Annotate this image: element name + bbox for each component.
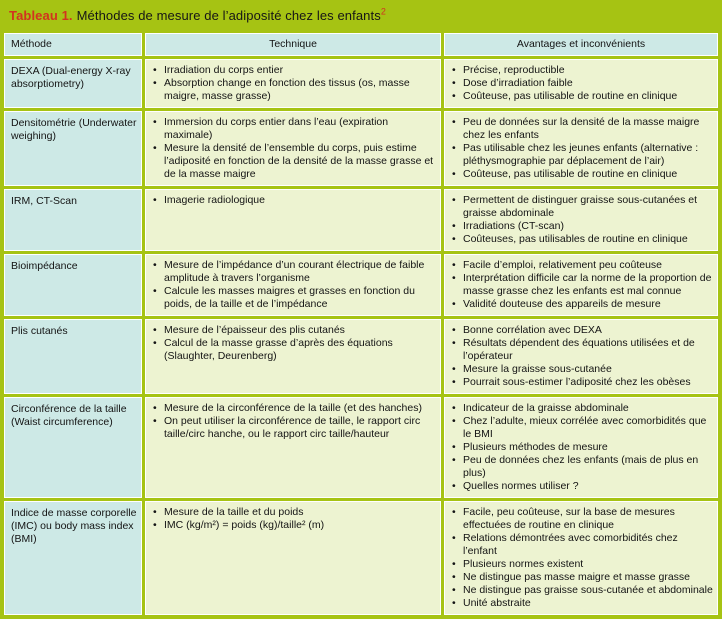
advantages-cell — [444, 501, 718, 615]
bullet-item: • Irradiation du corps entier — [148, 64, 436, 77]
bullet-item: • Quelles normes utiliser ? — [447, 480, 713, 493]
method-cell: IRM, CT-Scan — [4, 189, 142, 251]
bullet-item: • Mesure de la taille et du poids — [148, 506, 436, 519]
bullet-item: • Interprétation difficile car la norme de la proportion de masse grasse chez les enfants est mal connue — [447, 272, 713, 298]
bullet-item: • Ne distingue pas graisse sous-cutanée et abdominale — [447, 584, 713, 597]
technique-list — [148, 64, 436, 103]
bullet-item: • Coûteuse, pas utilisable de routine en clinique — [447, 90, 713, 103]
bullet-item: • Peu de données sur la densité de la masse maigre chez les enfants — [447, 116, 713, 142]
technique-cell — [145, 189, 441, 251]
table-title-prefix: Tableau 1. — [9, 7, 73, 23]
table-row — [4, 501, 718, 615]
bullet-item: • On peut utiliser la circonférence de taille, le rapport circ taille/circ hanche, ou le rapport circ taille/hauteur — [148, 415, 436, 441]
method-cell: DEXA (Dual-energy X-ray absorptiometry) — [4, 59, 142, 108]
technique-list — [148, 402, 436, 441]
bullet-item: • Irradiations (CT-scan) — [447, 220, 713, 233]
advantages-cell — [444, 59, 718, 108]
table-row — [4, 111, 718, 186]
table-body — [4, 59, 718, 615]
bullet-item: • Imagerie radiologique — [148, 194, 436, 207]
advantages-cell — [444, 254, 718, 316]
method-cell: Densitométrie (Underwater weighing) — [4, 111, 142, 186]
technique-list — [148, 194, 436, 207]
technique-cell — [145, 397, 441, 498]
bullet-item: • Mesure la densité de l’ensemble du corps, puis estime l’adiposité en fonction de la densité de la masse grasse et de la masse maigre — [148, 142, 436, 181]
table-title-text — [77, 8, 386, 23]
table-row — [4, 319, 718, 394]
bullet-item: • Ne distingue pas masse maigre et masse grasse — [447, 571, 713, 584]
bullet-item: • Absorption change en fonction des tissus (os, masse maigre, masse grasse) — [148, 77, 436, 103]
method-cell: Indice de masse corporelle (IMC) ou body mass index (BMI) — [4, 501, 142, 615]
advantages-cell — [444, 319, 718, 394]
technique-cell — [145, 501, 441, 615]
table-row — [4, 254, 718, 316]
technique-list — [148, 324, 436, 363]
methods-table — [1, 30, 721, 618]
bullet-item: • Coûteuses, pas utilisables de routine en clinique — [447, 233, 713, 246]
advantages-list — [447, 324, 713, 389]
table-title — [1, 0, 721, 30]
bullet-item: • Plusieurs méthodes de mesure — [447, 441, 713, 454]
bullet-item: • Plusieurs normes existent — [447, 558, 713, 571]
bullet-item: • Mesure de la circonférence de la taille (et des hanches) — [148, 402, 436, 415]
bullet-item: • Validité douteuse des appareils de mesure — [447, 298, 713, 311]
bullet-item: • Unité abstraite — [447, 597, 713, 610]
method-cell: Circonférence de la taille (Waist circumference) — [4, 397, 142, 498]
bullet-item: • Facile d’emploi, relativement peu coûteuse — [447, 259, 713, 272]
bullet-item: • Pourrait sous-estimer l’adiposité chez les obèses — [447, 376, 713, 389]
method-cell: Plis cutanés — [4, 319, 142, 394]
bullet-item: • Mesure de l’épaisseur des plis cutanés — [148, 324, 436, 337]
table-row — [4, 397, 718, 498]
bullet-item: • Chez l’adulte, mieux corrélée avec comorbidités que le BMI — [447, 415, 713, 441]
technique-cell — [145, 319, 441, 394]
bullet-item: • Coûteuse, pas utilisable de routine en clinique — [447, 168, 713, 181]
table-row — [4, 189, 718, 251]
table-row — [4, 59, 718, 108]
bullet-item: • Pas utilisable chez les jeunes enfants (alternative : pléthysmographie par déplacement de l’air) — [447, 142, 713, 168]
header-method: Méthode — [4, 33, 142, 56]
advantages-cell — [444, 397, 718, 498]
bullet-item: • Précise, reproductible — [447, 64, 713, 77]
bullet-item: • Immersion du corps entier dans l’eau (expiration maximale) — [148, 116, 436, 142]
bullet-item: • Permettent de distinguer graisse sous-cutanées et graisse abdominale — [447, 194, 713, 220]
technique-cell — [145, 254, 441, 316]
advantages-cell — [444, 189, 718, 251]
bullet-item: • Calcul de la masse grasse d’après des équations (Slaughter, Deurenberg) — [148, 337, 436, 363]
bullet-item: • Calcule les masses maigres et grasses en fonction du poids, de la taille et de l’impédance — [148, 285, 436, 311]
advantages-list — [447, 194, 713, 246]
advantages-list — [447, 64, 713, 103]
advantages-cell — [444, 111, 718, 186]
technique-list — [148, 506, 436, 532]
table-title-superscript: 2 — [380, 6, 386, 17]
advantages-list — [447, 259, 713, 311]
bullet-item: • Facile, peu coûteuse, sur la base de mesures effectuées de routine en clinique — [447, 506, 713, 532]
table-title-text-main: Méthodes de mesure de l’adiposité chez les enfants — [76, 7, 381, 23]
bullet-item: • Résultats dépendent des équations utilisées et de l’opérateur — [447, 337, 713, 363]
advantages-list — [447, 506, 713, 610]
method-cell: Bioimpédance — [4, 254, 142, 316]
bullet-item: • Indicateur de la graisse abdominale — [447, 402, 713, 415]
table-header — [4, 33, 718, 56]
advantages-list — [447, 402, 713, 493]
bullet-item: • Relations démontrées avec comorbidités chez l’enfant — [447, 532, 713, 558]
bullet-item: • Dose d’irradiation faible — [447, 77, 713, 90]
bullet-item: • IMC (kg/m²) = poids (kg)/taille² (m) — [148, 519, 436, 532]
bullet-item: • Mesure de l’impédance d’un courant électrique de faible amplitude à travers l’organisme — [148, 259, 436, 285]
bullet-item: • Bonne corrélation avec DEXA — [447, 324, 713, 337]
technique-list — [148, 259, 436, 311]
bullet-item: • Mesure la graisse sous-cutanée — [447, 363, 713, 376]
header-advantages: Avantages et inconvénients — [444, 33, 718, 56]
advantages-list — [447, 116, 713, 181]
technique-cell — [145, 111, 441, 186]
technique-list — [148, 116, 436, 181]
technique-cell — [145, 59, 441, 108]
bullet-item: • Peu de données chez les enfants (mais de plus en plus) — [447, 454, 713, 480]
header-technique: Technique — [145, 33, 441, 56]
